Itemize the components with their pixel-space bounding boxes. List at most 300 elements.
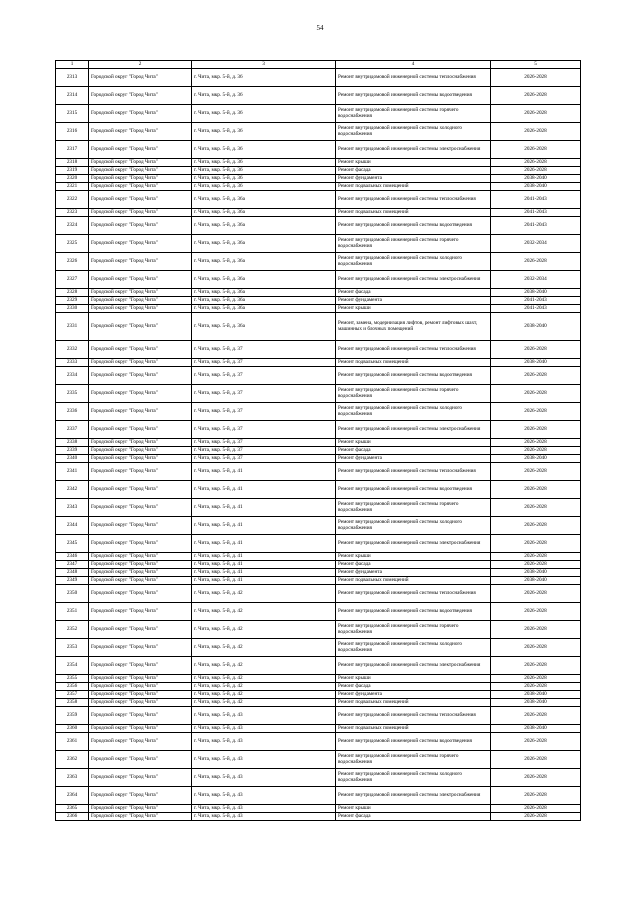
address-cell: г. Чита, мкр. 5-й, д. 41: [192, 463, 336, 481]
row-number-cell: 2316: [56, 123, 89, 141]
row-number-cell: 2319: [56, 167, 89, 175]
municipality-cell: Городской округ "Город Чита": [89, 209, 192, 217]
work-type-cell: Ремонт крыши: [336, 439, 491, 447]
period-cell: 2038-2040: [491, 289, 581, 297]
period-cell: 2026-2028: [491, 733, 581, 751]
municipality-cell: Городской округ "Город Чита": [89, 69, 192, 87]
work-type-cell: Ремонт подвальных помещений: [336, 725, 491, 733]
period-cell: 2041-2043: [491, 297, 581, 305]
period-cell: 2026-2028: [491, 159, 581, 167]
address-cell: г. Чита, мкр. 5-й, д. 36: [192, 183, 336, 191]
municipality-cell: Городской округ "Город Чита": [89, 553, 192, 561]
period-cell: 2026-2028: [491, 553, 581, 561]
period-cell: 2026-2028: [491, 621, 581, 639]
address-cell: г. Чита, мкр. 5-й, д. 41: [192, 499, 336, 517]
work-type-cell: Ремонт внутридомовой инженерной системы теплоснабжения: [336, 585, 491, 603]
work-type-cell: Ремонт внутридомовой инженерной системы теплоснабжения: [336, 191, 491, 209]
work-type-cell: Ремонт, замена, модернизация лифтов, ремонт лифтовых шахт, машинных и блочных помещений: [336, 313, 491, 341]
municipality-cell: Городской округ "Город Чита": [89, 481, 192, 499]
address-cell: г. Чита, мкр. 5-й, д. 41: [192, 577, 336, 585]
address-cell: г. Чита, мкр. 5-й, д. 42: [192, 603, 336, 621]
period-cell: 2032-2034: [491, 271, 581, 289]
period-cell: 2038-2040: [491, 175, 581, 183]
row-number-cell: 2330: [56, 305, 89, 313]
table-row: [56, 569, 581, 577]
address-cell: г. Чита, мкр. 5-й, д. 43: [192, 769, 336, 787]
period-cell: 2026-2028: [491, 603, 581, 621]
table-row: [56, 253, 581, 271]
period-cell: 2026-2028: [491, 123, 581, 141]
municipality-cell: Городской округ "Город Чита": [89, 517, 192, 535]
period-cell: 2026-2028: [491, 463, 581, 481]
table-row: [56, 751, 581, 769]
address-cell: г. Чита, мкр. 5-й, д. 41: [192, 569, 336, 577]
table-row: [56, 289, 581, 297]
municipality-cell: Городской округ "Город Чита": [89, 675, 192, 683]
municipality-cell: Городской округ "Город Чита": [89, 787, 192, 805]
header-col-5: 5: [491, 61, 581, 69]
period-cell: 2026-2028: [491, 253, 581, 271]
row-number-cell: 2333: [56, 359, 89, 367]
row-number-cell: 2358: [56, 699, 89, 707]
period-cell: 2026-2028: [491, 141, 581, 159]
municipality-cell: Городской округ "Город Чита": [89, 367, 192, 385]
row-number-cell: 2347: [56, 561, 89, 569]
work-type-cell: Ремонт фундамента: [336, 455, 491, 463]
municipality-cell: Городской округ "Город Чита": [89, 733, 192, 751]
municipality-cell: Городской округ "Город Чита": [89, 699, 192, 707]
row-number-cell: 2320: [56, 175, 89, 183]
table-row: [56, 385, 581, 403]
table-row: [56, 313, 581, 341]
row-number-cell: 2314: [56, 87, 89, 105]
row-number-cell: 2327: [56, 271, 89, 289]
address-cell: г. Чита, мкр. 5-й, д. 36а: [192, 235, 336, 253]
address-cell: г. Чита, мкр. 5-й, д. 42: [192, 657, 336, 675]
row-number-cell: 2328: [56, 289, 89, 297]
municipality-cell: Городской округ "Город Чита": [89, 813, 192, 821]
work-type-cell: Ремонт фундамента: [336, 297, 491, 305]
table-row: [56, 683, 581, 691]
municipality-cell: Городской округ "Город Чита": [89, 577, 192, 585]
municipality-cell: Городской округ "Город Чита": [89, 691, 192, 699]
period-cell: 2026-2028: [491, 517, 581, 535]
work-type-cell: Ремонт фундамента: [336, 691, 491, 699]
municipality-cell: Городской округ "Город Чита": [89, 585, 192, 603]
period-cell: 2038-2040: [491, 577, 581, 585]
period-cell: 2026-2028: [491, 535, 581, 553]
address-cell: г. Чита, мкр. 5-й, д. 43: [192, 751, 336, 769]
address-cell: г. Чита, мкр. 5-й, д. 41: [192, 561, 336, 569]
period-cell: 2032-2034: [491, 235, 581, 253]
period-cell: 2026-2028: [491, 805, 581, 813]
period-cell: 2041-2043: [491, 305, 581, 313]
work-type-cell: Ремонт фасада: [336, 813, 491, 821]
table-row: [56, 403, 581, 421]
work-type-cell: Ремонт внутридомовой инженерной системы теплоснабжения: [336, 69, 491, 87]
period-cell: 2026-2028: [491, 385, 581, 403]
address-cell: г. Чита, мкр. 5-й, д. 36а: [192, 289, 336, 297]
period-cell: 2026-2028: [491, 367, 581, 385]
row-number-cell: 2317: [56, 141, 89, 159]
table-row: [56, 535, 581, 553]
municipality-cell: Городской округ "Город Чита": [89, 235, 192, 253]
table-row: [56, 691, 581, 699]
work-type-cell: Ремонт крыши: [336, 675, 491, 683]
municipality-cell: Городской округ "Город Чита": [89, 657, 192, 675]
municipality-cell: Городской округ "Город Чита": [89, 535, 192, 553]
work-type-cell: Ремонт крыши: [336, 305, 491, 313]
address-cell: г. Чита, мкр. 5-й, д. 36а: [192, 253, 336, 271]
table-row: [56, 167, 581, 175]
work-type-cell: Ремонт подвальных помещений: [336, 699, 491, 707]
municipality-cell: Городской округ "Город Чита": [89, 447, 192, 455]
municipality-cell: Городской округ "Город Чита": [89, 313, 192, 341]
table-body: [56, 61, 581, 821]
work-type-cell: Ремонт внутридомовой инженерной системы водоотведения: [336, 733, 491, 751]
table-row: [56, 787, 581, 805]
municipality-cell: Городской округ "Город Чита": [89, 385, 192, 403]
municipality-cell: Городской округ "Город Чита": [89, 805, 192, 813]
period-cell: 2026-2028: [491, 707, 581, 725]
address-cell: г. Чита, мкр. 5-й, д. 37: [192, 359, 336, 367]
address-cell: г. Чита, мкр. 5-й, д. 36: [192, 69, 336, 87]
period-cell: 2038-2040: [491, 699, 581, 707]
work-type-cell: Ремонт внутридомовой инженерной системы электроснабжения: [336, 421, 491, 439]
address-cell: г. Чита, мкр. 5-й, д. 36: [192, 105, 336, 123]
table-row: [56, 159, 581, 167]
row-number-cell: 2353: [56, 639, 89, 657]
period-cell: 2038-2040: [491, 183, 581, 191]
row-number-cell: 2359: [56, 707, 89, 725]
municipality-cell: Городской округ "Город Чита": [89, 769, 192, 787]
work-type-cell: Ремонт внутридомовой инженерной системы холодного водоснабжения: [336, 769, 491, 787]
address-cell: г. Чита, мкр. 5-й, д. 36: [192, 167, 336, 175]
period-cell: 2026-2028: [491, 167, 581, 175]
address-cell: г. Чита, мкр. 5-й, д. 37: [192, 447, 336, 455]
municipality-cell: Городской округ "Город Чита": [89, 439, 192, 447]
work-type-cell: Ремонт фундамента: [336, 569, 491, 577]
table-row: [56, 481, 581, 499]
work-type-cell: Ремонт внутридомовой инженерной системы горячего водоснабжения: [336, 751, 491, 769]
table-row: [56, 517, 581, 535]
work-type-cell: Ремонт фасада: [336, 561, 491, 569]
period-cell: 2026-2028: [491, 675, 581, 683]
municipality-cell: Городской округ "Город Чита": [89, 141, 192, 159]
row-number-cell: 2360: [56, 725, 89, 733]
table-row: [56, 561, 581, 569]
address-cell: г. Чита, мкр. 5-й, д. 43: [192, 787, 336, 805]
municipality-cell: Городской округ "Город Чита": [89, 217, 192, 235]
row-number-cell: 2334: [56, 367, 89, 385]
address-cell: г. Чита, мкр. 5-й, д. 42: [192, 585, 336, 603]
table-row: [56, 725, 581, 733]
municipality-cell: Городской округ "Город Чита": [89, 725, 192, 733]
period-cell: 2038-2040: [491, 691, 581, 699]
municipality-cell: Городской округ "Город Чита": [89, 621, 192, 639]
period-cell: 2026-2028: [491, 447, 581, 455]
address-cell: г. Чита, мкр. 5-й, д. 36а: [192, 191, 336, 209]
municipality-cell: Городской округ "Город Чита": [89, 561, 192, 569]
municipality-cell: Городской округ "Город Чита": [89, 455, 192, 463]
period-cell: 2026-2028: [491, 403, 581, 421]
row-number-cell: 2356: [56, 683, 89, 691]
municipality-cell: Городской округ "Город Чита": [89, 683, 192, 691]
table-row: [56, 447, 581, 455]
row-number-cell: 2342: [56, 481, 89, 499]
table-row: [56, 341, 581, 359]
work-type-cell: Ремонт внутридомовой инженерной системы теплоснабжения: [336, 341, 491, 359]
municipality-cell: Городской округ "Город Чита": [89, 639, 192, 657]
table-row: [56, 463, 581, 481]
address-cell: г. Чита, мкр. 5-й, д. 36: [192, 175, 336, 183]
period-cell: 2026-2028: [491, 499, 581, 517]
municipality-cell: Городской округ "Город Чита": [89, 751, 192, 769]
work-type-cell: Ремонт подвальных помещений: [336, 183, 491, 191]
period-cell: 2041-2043: [491, 209, 581, 217]
work-type-cell: Ремонт фасада: [336, 167, 491, 175]
table-row: [56, 141, 581, 159]
address-cell: г. Чита, мкр. 5-й, д. 37: [192, 421, 336, 439]
table-row: [56, 769, 581, 787]
table-row: [56, 813, 581, 821]
period-cell: 2026-2028: [491, 657, 581, 675]
address-cell: г. Чита, мкр. 5-й, д. 42: [192, 639, 336, 657]
address-cell: г. Чита, мкр. 5-й, д. 43: [192, 805, 336, 813]
row-number-cell: 2338: [56, 439, 89, 447]
municipality-cell: Городской округ "Город Чита": [89, 707, 192, 725]
work-type-cell: Ремонт внутридомовой инженерной системы теплоснабжения: [336, 707, 491, 725]
period-cell: 2026-2028: [491, 769, 581, 787]
municipality-cell: Городской округ "Город Чита": [89, 463, 192, 481]
period-cell: 2026-2028: [491, 87, 581, 105]
period-cell: 2026-2028: [491, 585, 581, 603]
address-cell: г. Чита, мкр. 5-й, д. 37: [192, 403, 336, 421]
work-type-cell: Ремонт внутридомовой инженерной системы электроснабжения: [336, 657, 491, 675]
municipality-cell: Городской округ "Город Чита": [89, 289, 192, 297]
table-row: [56, 639, 581, 657]
period-cell: 2026-2028: [491, 787, 581, 805]
municipality-cell: Городской округ "Город Чита": [89, 87, 192, 105]
row-number-cell: 2322: [56, 191, 89, 209]
row-number-cell: 2332: [56, 341, 89, 359]
work-type-cell: Ремонт внутридомовой инженерной системы электроснабжения: [336, 271, 491, 289]
address-cell: г. Чита, мкр. 5-й, д. 41: [192, 517, 336, 535]
municipality-cell: Городской округ "Город Чита": [89, 359, 192, 367]
row-number-cell: 2313: [56, 69, 89, 87]
row-number-cell: 2349: [56, 577, 89, 585]
header-col-4: 4: [336, 61, 491, 69]
municipality-cell: Городской округ "Город Чита": [89, 403, 192, 421]
work-type-cell: Ремонт внутридомовой инженерной системы водоотведения: [336, 481, 491, 499]
municipality-cell: Городской округ "Город Чита": [89, 421, 192, 439]
address-cell: г. Чита, мкр. 5-й, д. 41: [192, 553, 336, 561]
table-row: [56, 359, 581, 367]
work-type-cell: Ремонт внутридомовой инженерной системы теплоснабжения: [336, 463, 491, 481]
address-cell: г. Чита, мкр. 5-й, д. 43: [192, 733, 336, 751]
row-number-cell: 2361: [56, 733, 89, 751]
period-cell: 2026-2028: [491, 105, 581, 123]
row-number-cell: 2329: [56, 297, 89, 305]
table-row: [56, 577, 581, 585]
address-cell: г. Чита, мкр. 5-й, д. 36: [192, 159, 336, 167]
municipality-cell: Городской округ "Город Чита": [89, 253, 192, 271]
municipality-cell: Городской округ "Город Чита": [89, 183, 192, 191]
table-row: [56, 439, 581, 447]
address-cell: г. Чита, мкр. 5-й, д. 43: [192, 813, 336, 821]
municipality-cell: Городской округ "Город Чита": [89, 175, 192, 183]
period-cell: 2038-2040: [491, 725, 581, 733]
address-cell: г. Чита, мкр. 5-й, д. 37: [192, 439, 336, 447]
period-cell: 2026-2028: [491, 751, 581, 769]
row-number-cell: 2340: [56, 455, 89, 463]
header-col-2: 2: [89, 61, 192, 69]
work-type-cell: Ремонт внутридомовой инженерной системы горячего водоснабжения: [336, 235, 491, 253]
work-type-cell: Ремонт внутридомовой инженерной системы холодного водоснабжения: [336, 517, 491, 535]
address-cell: г. Чита, мкр. 5-й, д. 36: [192, 87, 336, 105]
row-number-cell: 2365: [56, 805, 89, 813]
municipality-cell: Городской округ "Город Чита": [89, 271, 192, 289]
table-row: [56, 499, 581, 517]
address-cell: г. Чита, мкр. 5-й, д. 36а: [192, 297, 336, 305]
row-number-cell: 2345: [56, 535, 89, 553]
table-row: [56, 209, 581, 217]
row-number-cell: 2343: [56, 499, 89, 517]
period-cell: 2026-2028: [491, 341, 581, 359]
row-number-cell: 2339: [56, 447, 89, 455]
table-row: [56, 217, 581, 235]
row-number-cell: 2335: [56, 385, 89, 403]
work-type-cell: Ремонт внутридомовой инженерной системы холодного водоснабжения: [336, 253, 491, 271]
address-cell: г. Чита, мкр. 5-й, д. 42: [192, 683, 336, 691]
row-number-cell: 2354: [56, 657, 89, 675]
row-number-cell: 2352: [56, 621, 89, 639]
table-row: [56, 553, 581, 561]
address-cell: г. Чита, мкр. 5-й, д. 37: [192, 385, 336, 403]
table-row: [56, 235, 581, 253]
municipality-cell: Городской округ "Город Чита": [89, 305, 192, 313]
page-number: 54: [316, 24, 324, 32]
work-type-cell: Ремонт внутридомовой инженерной системы водоотведения: [336, 603, 491, 621]
work-type-cell: Ремонт фасада: [336, 289, 491, 297]
address-cell: г. Чита, мкр. 5-й, д. 42: [192, 699, 336, 707]
work-type-cell: Ремонт фундамента: [336, 175, 491, 183]
period-cell: 2038-2040: [491, 455, 581, 463]
table-row: [56, 305, 581, 313]
address-cell: г. Чита, мкр. 5-й, д. 36а: [192, 217, 336, 235]
table-row: [56, 271, 581, 289]
address-cell: г. Чита, мкр. 5-й, д. 42: [192, 621, 336, 639]
period-cell: 2026-2028: [491, 481, 581, 499]
table-row: [56, 191, 581, 209]
period-cell: 2041-2043: [491, 217, 581, 235]
work-type-cell: Ремонт внутридомовой инженерной системы электроснабжения: [336, 787, 491, 805]
table-row: [56, 805, 581, 813]
row-number-cell: 2321: [56, 183, 89, 191]
municipality-cell: Городской округ "Город Чита": [89, 167, 192, 175]
row-number-cell: 2357: [56, 691, 89, 699]
row-number-cell: 2331: [56, 313, 89, 341]
row-number-cell: 2346: [56, 553, 89, 561]
period-cell: 2038-2040: [491, 313, 581, 341]
address-cell: г. Чита, мкр. 5-й, д. 42: [192, 675, 336, 683]
table-row: [56, 733, 581, 751]
period-cell: 2026-2028: [491, 561, 581, 569]
work-type-cell: Ремонт подвальных помещений: [336, 359, 491, 367]
municipality-cell: Городской округ "Город Чита": [89, 499, 192, 517]
row-number-cell: 2364: [56, 787, 89, 805]
header-col-3: 3: [192, 61, 336, 69]
work-type-cell: Ремонт подвальных помещений: [336, 209, 491, 217]
address-cell: г. Чита, мкр. 5-й, д. 37: [192, 341, 336, 359]
table-row: [56, 69, 581, 87]
period-cell: 2026-2028: [491, 69, 581, 87]
address-cell: г. Чита, мкр. 5-й, д. 37: [192, 367, 336, 385]
table-row: [56, 175, 581, 183]
row-number-cell: 2325: [56, 235, 89, 253]
row-number-cell: 2351: [56, 603, 89, 621]
work-type-cell: Ремонт внутридомовой инженерной системы горячего водоснабжения: [336, 499, 491, 517]
table-row: [56, 585, 581, 603]
address-cell: г. Чита, мкр. 5-й, д. 36: [192, 123, 336, 141]
table-row: [56, 657, 581, 675]
work-type-cell: Ремонт фасада: [336, 447, 491, 455]
municipality-cell: Городской округ "Город Чита": [89, 123, 192, 141]
municipality-cell: Городской округ "Город Чита": [89, 191, 192, 209]
address-cell: г. Чита, мкр. 5-й, д. 37: [192, 455, 336, 463]
row-number-cell: 2326: [56, 253, 89, 271]
work-type-cell: Ремонт внутридомовой инженерной системы холодного водоснабжения: [336, 403, 491, 421]
work-type-cell: Ремонт внутридомовой инженерной системы горячего водоснабжения: [336, 105, 491, 123]
address-cell: г. Чита, мкр. 5-й, д. 36а: [192, 209, 336, 217]
period-cell: 2038-2040: [491, 359, 581, 367]
address-cell: г. Чита, мкр. 5-й, д. 43: [192, 707, 336, 725]
table-header-row: [56, 61, 581, 69]
work-type-cell: Ремонт крыши: [336, 159, 491, 167]
address-cell: г. Чита, мкр. 5-й, д. 36а: [192, 271, 336, 289]
row-number-cell: 2323: [56, 209, 89, 217]
table-row: [56, 699, 581, 707]
header-col-1: 1: [56, 61, 89, 69]
work-type-cell: Ремонт фасада: [336, 683, 491, 691]
period-cell: 2026-2028: [491, 439, 581, 447]
table-row: [56, 183, 581, 191]
municipality-cell: Городской округ "Город Чита": [89, 159, 192, 167]
work-type-cell: Ремонт крыши: [336, 553, 491, 561]
period-cell: 2026-2028: [491, 813, 581, 821]
municipality-cell: Городской округ "Город Чита": [89, 341, 192, 359]
municipality-cell: Городской округ "Город Чита": [89, 297, 192, 305]
work-type-cell: Ремонт внутридомовой инженерной системы горячего водоснабжения: [336, 385, 491, 403]
work-type-cell: Ремонт внутридомовой инженерной системы электроснабжения: [336, 535, 491, 553]
row-number-cell: 2363: [56, 769, 89, 787]
row-number-cell: 2315: [56, 105, 89, 123]
address-cell: г. Чита, мкр. 5-й, д. 41: [192, 535, 336, 553]
table-row: [56, 707, 581, 725]
row-number-cell: 2318: [56, 159, 89, 167]
work-type-cell: Ремонт подвальных помещений: [336, 577, 491, 585]
work-type-cell: Ремонт внутридомовой инженерной системы холодного водоснабжения: [336, 123, 491, 141]
row-number-cell: 2366: [56, 813, 89, 821]
table-row: [56, 297, 581, 305]
row-number-cell: 2341: [56, 463, 89, 481]
period-cell: 2026-2028: [491, 683, 581, 691]
municipality-cell: Городской округ "Город Чита": [89, 105, 192, 123]
row-number-cell: 2344: [56, 517, 89, 535]
table-row: [56, 87, 581, 105]
table-row: [56, 367, 581, 385]
row-number-cell: 2355: [56, 675, 89, 683]
